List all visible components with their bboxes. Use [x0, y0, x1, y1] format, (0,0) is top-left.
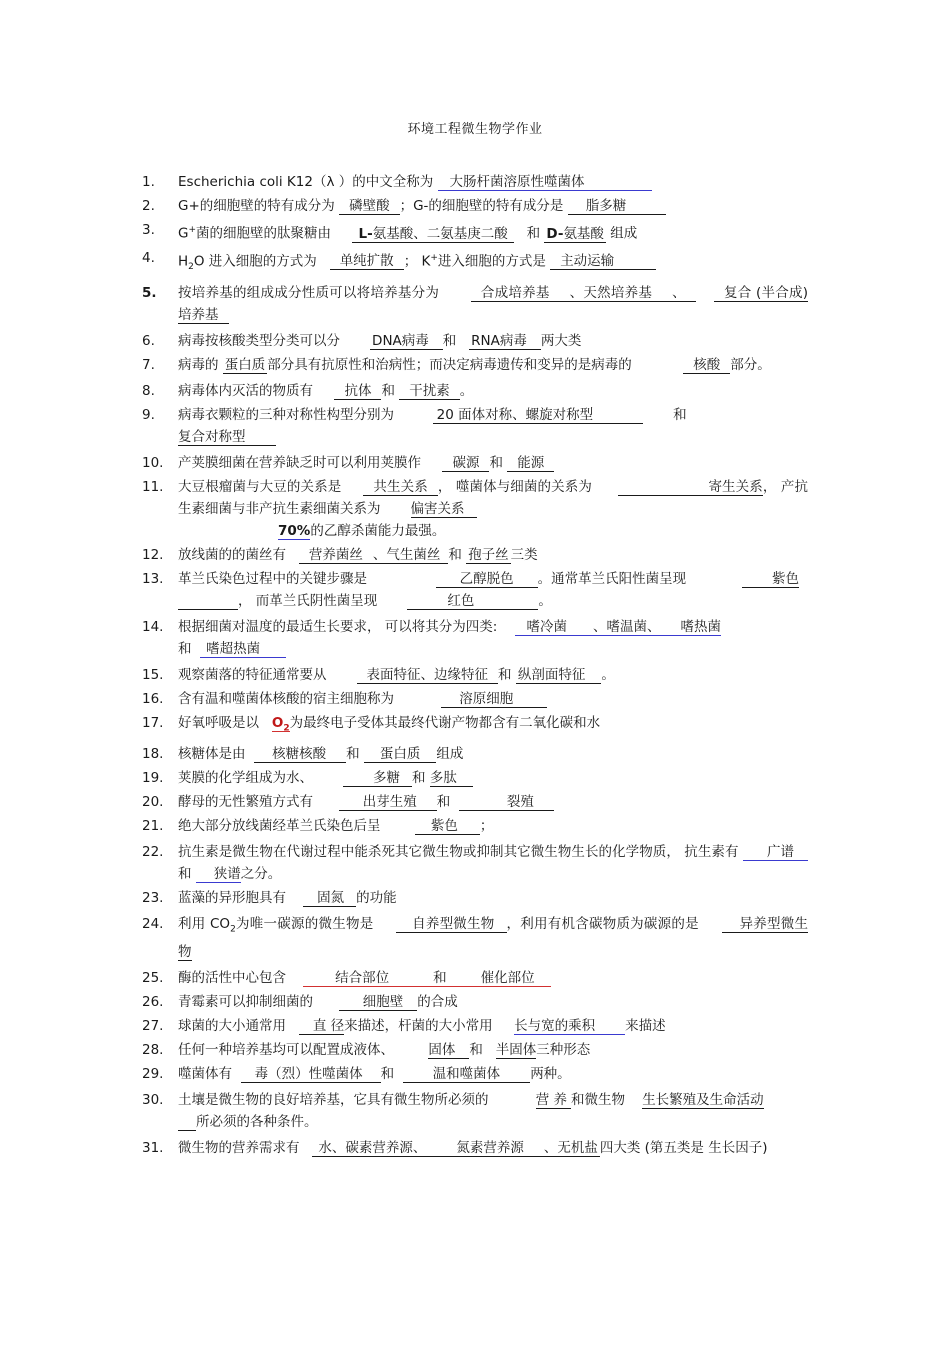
list-item: 11. 大豆根瘤菌与大豆的关系是 共生关系 ， 噬菌体与细菌的关系为 寄生关系， 产抗生素细菌与非产抗生素细菌关系为 偏害关系 70%的乙醇杀菌能力最强。 [142, 478, 809, 539]
list-item: 13. 革兰氏染色过程中的关键步骤是 乙醇脱色 。通常革兰氏阳性菌呈现 紫色 ， 而革兰氏阴性菌呈现 红色 。 [142, 570, 799, 609]
list-item: 22. 抗生素是微生物在代谢过程中能杀死其它微生物或抑制其它微生物生长的化学物质， 抗生素有 广谱和 狭谱之分。 [142, 841, 808, 885]
list-item: 7. 病毒的 蛋白质 部分具有抗原性和治病性；而决定病毒遗传和变异的是病毒的 核酸 部分。 [142, 356, 771, 373]
list-item: 5. 按培养基的组成成分性质可以将培养基分为 合成培养基 、天然培养基 、 复合 (半合成)培养基 [142, 284, 809, 323]
list-item: 10. 产荚膜细菌在营养缺乏时可以利用荚膜作 碳源 和 能源 [142, 452, 808, 474]
list-item: 21. 绝大部分放线菌经革兰氏染色后呈 紫色 ； [142, 818, 494, 835]
list-item: 12. 放线菌的的菌丝有 营养菌丝 、气生菌丝 和 孢子丝 三类 [142, 546, 538, 563]
list-item: 15. 观察菌落的特征通常要从 表面特征、边缘特征 和 纵剖面特征 。 [142, 666, 615, 683]
list-item: 31. 微生物的营养需求有 水、碳素营养源、 氮素营养源 、无机盐 四大类 (第五类是 生长因子) [142, 1140, 768, 1157]
list-item: 19. 荚膜的化学组成为水、 多糖 和 多肽 [142, 767, 808, 789]
list-item: 14. 根据细菌对温度的最适生长要求， 可以将其分为四类: 嗜冷菌 、嗜温菌、 嗜热菌 和 嗜超热菌 [142, 618, 722, 657]
list-item: 9. 病毒衣颗粒的三种对称性构型分别为 20 面体对称、螺旋对称型 和 复合对称型 [142, 406, 687, 445]
list-item: 26. 青霉素可以抑制细菌的 细胞壁 的合成 [142, 994, 458, 1011]
list-item: 23. 蓝藻的异形胞具有 固氮 的功能 [142, 890, 397, 907]
list-item: 28. 任何一种培养基均可以配置成液体、 固体 和 半固体三种形态 [142, 1042, 591, 1059]
list-item: 20. 酵母的无性繁殖方式有 出芽生殖 和 裂殖 [142, 791, 808, 813]
list-item: 24. 利用 $CO_2$为唯一碳源的微生物是 自养型微生物 ，利用有机含碳物质为碳源的是 异养型微生物 [142, 916, 809, 961]
list-item: 8. 病毒体内灭活的物质有 抗体 和 干扰素 。 [142, 382, 474, 399]
list-item: 1. Escherichia coli K12（λ ）的中文全称为 大肠杆菌溶原性噬菌体 [142, 171, 808, 193]
list-item: 6. 病毒按核酸类型分类可以分 DNA病毒 和 RNA病毒 两大类 [142, 332, 582, 349]
list-item: 18. 核糖体是由 核糖核酸 和 蛋白质 组成 [142, 746, 464, 763]
list-item: 17. 好氧呼吸是以 $O_2$为最终电子受体其最终代谢产物都含有二氧化碳和水 [142, 714, 601, 734]
list-item: 16. 含有温和噬菌体核酸的宿主细胞称为 溶原细胞 [142, 688, 808, 710]
list-item: 4. $H_2O$ 进入细胞的方式为 单纯扩散 ； K+进入细胞的方式是 主动运输 [142, 247, 808, 278]
list-item: 3. G+菌的细胞壁的肽聚糖由 L-氨基酸、二氨基庚二酸 和 D-氨基酸 组成 [142, 222, 638, 242]
list-item: 25. 酶的活性中心包含 结合部位 和 催化部位 [142, 967, 808, 989]
list-item: 2. G+的细胞壁的特有成分为 磷壁酸 ；G-的细胞壁的特有成分是 脂多糖 [142, 195, 808, 217]
list-item: 29. 噬菌体有 毒（烈）性噬菌体 和 温和噬菌体 两种。 [142, 1066, 571, 1083]
list-item: 27. 球菌的大小通常用 直 径来描述，杆菌的大小常用 长与宽的乘积 来描述 [142, 1018, 666, 1035]
list-item: 30. 土壤是微生物的良好培养基，它具有微生物所必须的 营 养 和微生物 生长繁殖及生命活动 所必须的各种条件。 [142, 1092, 764, 1131]
page-title: 环境工程微生物学作业 [407, 122, 543, 137]
question-list [142, 171, 808, 1159]
